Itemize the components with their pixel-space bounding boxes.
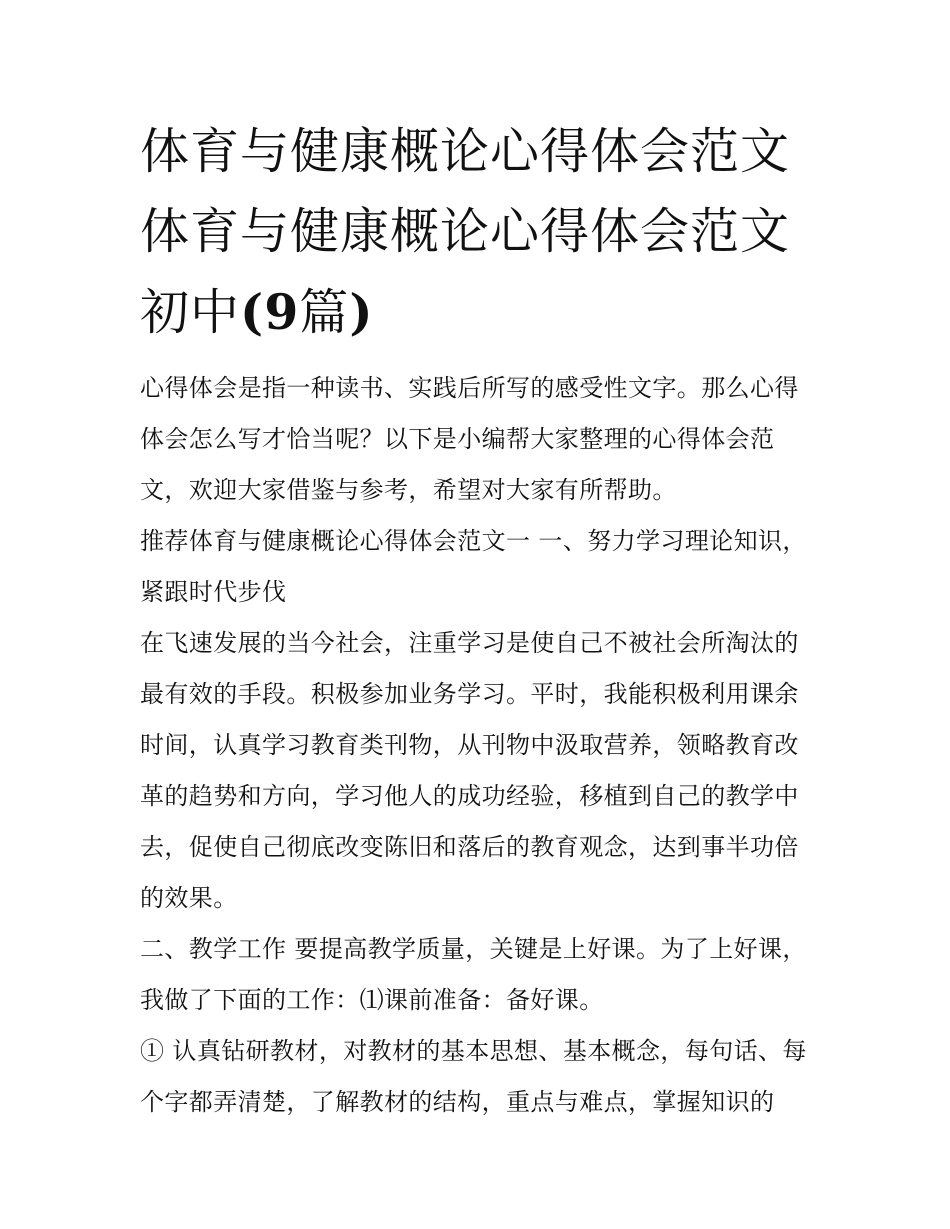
title-line-3-count: (9: [240, 283, 300, 341]
document-title: [140, 112, 820, 353]
title-line-3-close: ): [349, 283, 374, 341]
title-line-3-suffix: 篇: [299, 284, 350, 341]
paragraph-section-1-body: 在飞速发展的当今社会，注重学习是使自己不被社会所淘汰的最有效的手段。积极参加业务学习。平时，我能积极利用课余时间，认真学习教育类刊物，从刊物中汲取营养，领略教育改革的趋势和方向，学习他人的成功经验，移植到自己的教学中去，促使自己彻底改变陈旧和落后的教育观念，达到事半功倍的效果。: [140, 629, 799, 912]
title-line-1: 体育与健康概论心得体会范文: [140, 123, 791, 180]
title-line-3-prefix: 初中: [140, 284, 241, 341]
paragraph-item-1: ① 认真钻研教材，对教材的基本思想、基本概念，每句话、每个字都弄清楚，了解教材的结构，重点与难点，掌握知识的: [140, 1037, 807, 1116]
paragraph-section-2-heading: 二、教学工作 要提高教学质量，关键是上好课。为了上好课，我做了下面的工作：⑴课前准备：备好课。: [140, 935, 807, 1014]
paragraph-intro: 心得体会是指一种读书、实践后所写的感受性文字。那么心得体会怎么写才恰当呢？以下是小编帮大家整理的心得体会范文，欢迎大家借鉴与参考，希望对大家有所帮助。: [140, 374, 799, 504]
paragraph-section-1-heading: 推荐体育与健康概论心得体会范文一 一、努力学习理论知识，紧跟时代步伐: [140, 527, 807, 606]
title-line-2: 体育与健康概论心得体会范文: [140, 203, 791, 260]
document-content: [140, 112, 820, 1128]
